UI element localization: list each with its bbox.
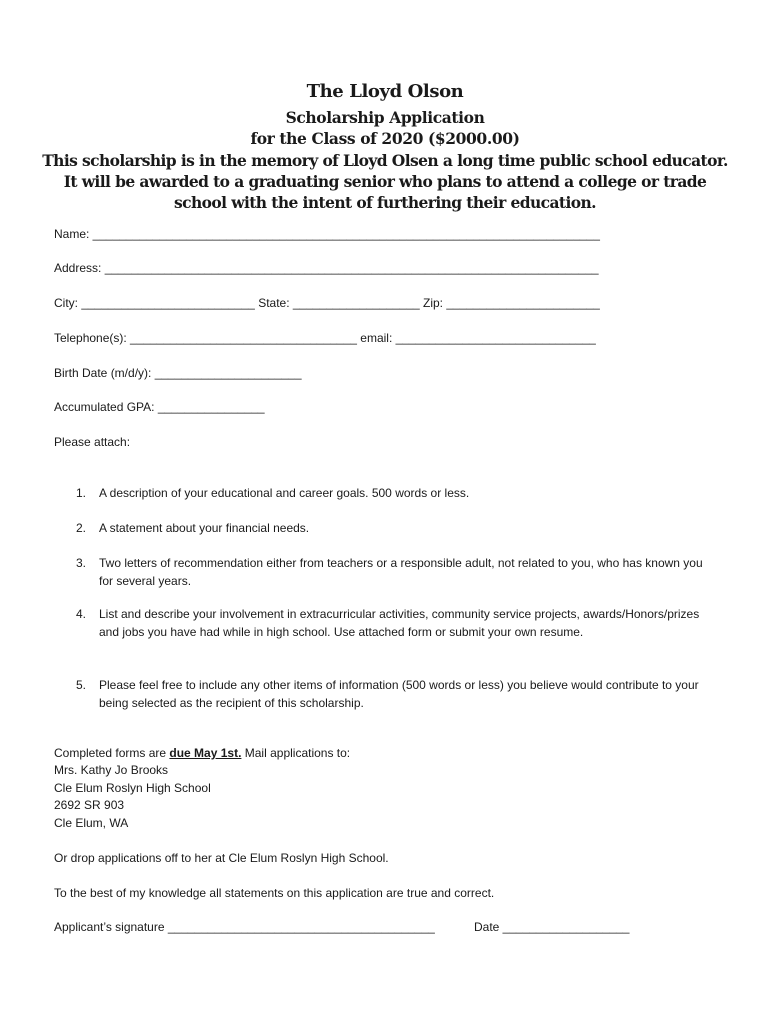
list-item-text: A description of your educational and career goals. 500 words or less. xyxy=(99,486,470,500)
list-item-number: 3. xyxy=(76,556,87,570)
list-item-text: Please feel free to include any other items of information (500 words or less) you believe would contribute to your being selected as the recipient of this scholarship. xyxy=(99,678,699,710)
scholarship-description: This scholarship is in the memory of Lloyd Olsen a long time public school educator. It will be awarded to a graduating senior who plans to attend a college or trade school with the intent of furthering their education. xyxy=(42,151,728,212)
mailing-intro xyxy=(54,745,350,763)
date-line[interactable]: Date ___________________ xyxy=(474,920,630,934)
gpa-field[interactable]: Accumulated GPA: ________________ xyxy=(54,400,265,414)
due-date: due May 1st. xyxy=(169,746,242,760)
phone-email-field[interactable]: Telephone(s): __________________________________ email: ______________________________ xyxy=(54,331,596,345)
signature-line[interactable]: Applicant’s signature ________________________________________ xyxy=(54,920,435,934)
title-block xyxy=(40,80,730,213)
list-item-number: 2. xyxy=(76,521,87,535)
page-title: The Lloyd Olson xyxy=(306,81,464,102)
recipient-city: Cle Elum, WA xyxy=(54,816,129,830)
mailing-intro-text-after: Mail applications to: xyxy=(241,746,351,760)
recipient-street: 2692 SR 903 xyxy=(54,798,125,812)
list-item-number: 5. xyxy=(76,678,87,692)
page-subtitle: Scholarship Application xyxy=(285,108,485,127)
list-item-text: List and describe your involvement in extracurricular activities, community service projects, awards/Honors/prizes and jobs you have had while in high school. Use attached form or submit your own resume. xyxy=(99,607,700,639)
list-item-number: 1. xyxy=(76,486,87,500)
recipient-school: Cle Elum Roslyn High School xyxy=(54,781,211,795)
address-field[interactable]: Address: __________________________________________________________________________ xyxy=(54,261,599,275)
list-item-text: Two letters of recommendation either from teachers or a responsible adult, not related to you, who has known you for several years. xyxy=(99,556,703,588)
list-item-text: A statement about your financial needs. xyxy=(99,521,310,535)
birth-date-field[interactable]: Birth Date (m/d/y): ______________________ xyxy=(54,366,302,380)
city-state-zip-field[interactable]: City: __________________________ State: ___________________ Zip: _______________________ xyxy=(54,296,600,310)
certification-statement: To the best of my knowledge all statements on this application are true and correct. xyxy=(54,886,495,900)
mailing-intro-text: Completed forms are xyxy=(54,746,170,760)
attach-label: Please attach: xyxy=(54,435,131,449)
drop-off-note: Or drop applications off to her at Cle Elum Roslyn High School. xyxy=(54,851,389,865)
recipient-name: Mrs. Kathy Jo Brooks xyxy=(54,763,169,777)
class-line: for the Class of 2020 ($2000.00) xyxy=(250,129,520,148)
list-item-number: 4. xyxy=(76,607,87,621)
name-field[interactable]: Name: ____________________________________________________________________________ xyxy=(54,227,600,241)
